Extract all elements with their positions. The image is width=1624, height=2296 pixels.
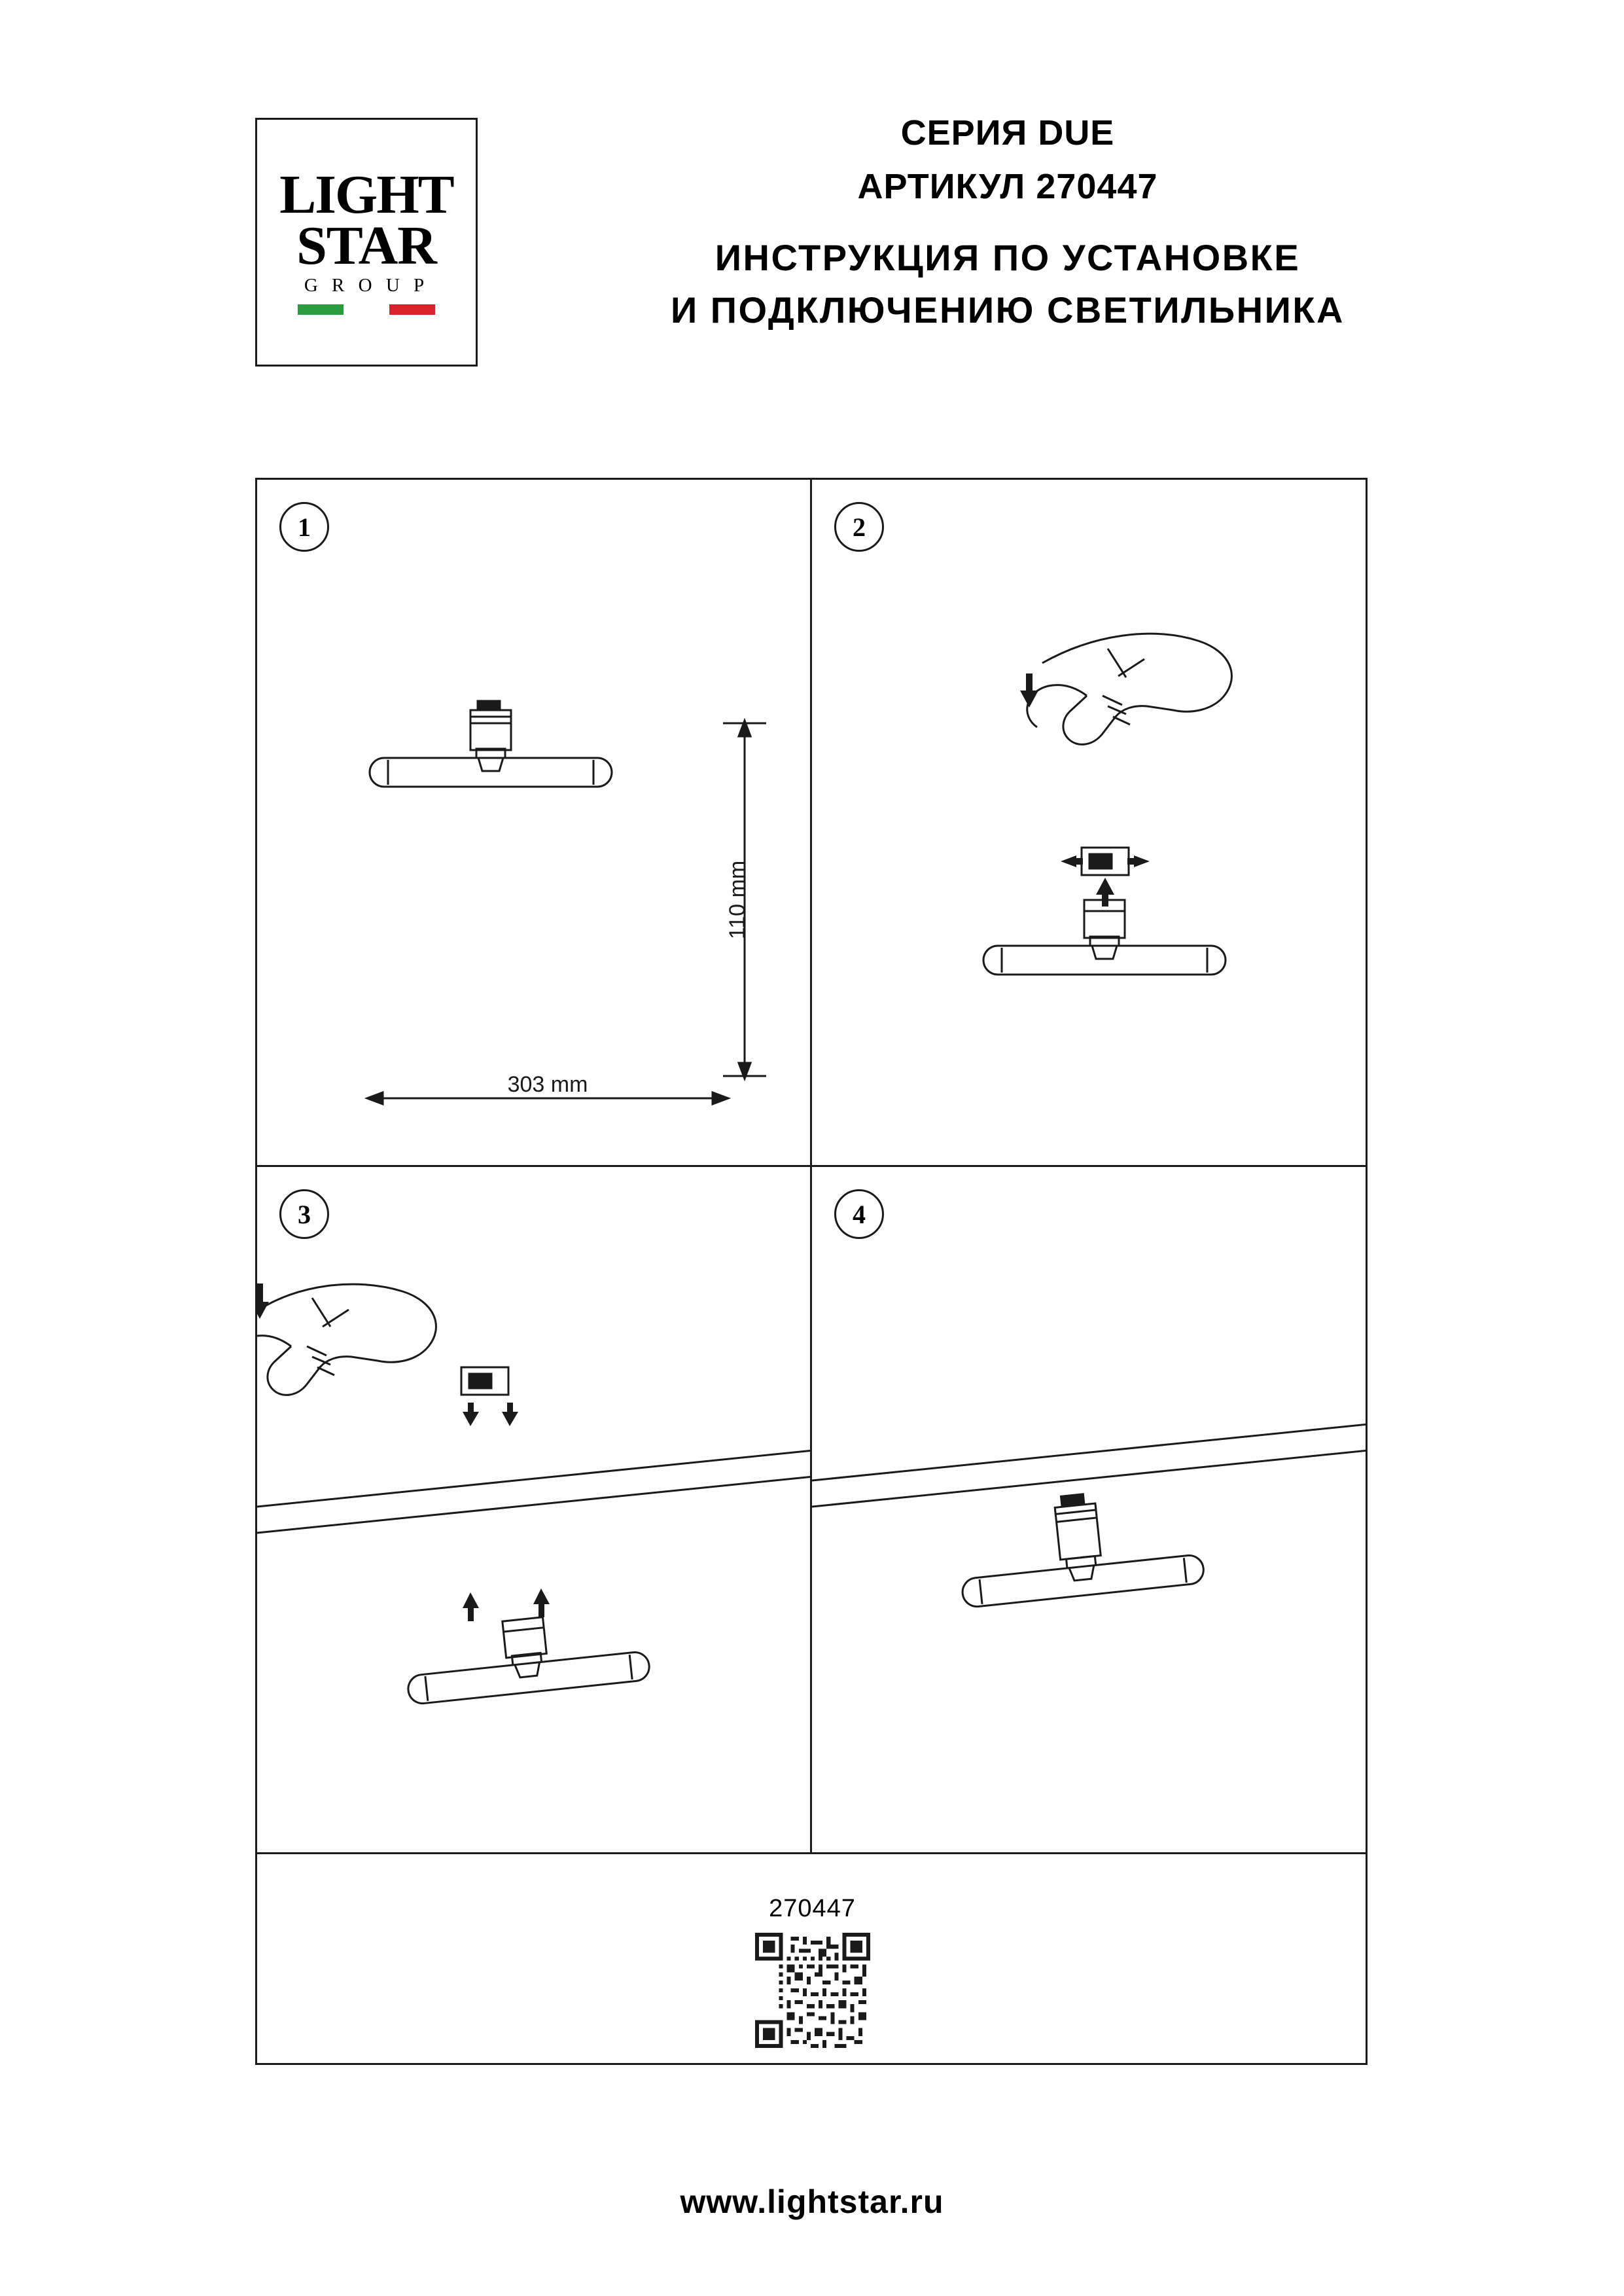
step-panel-3 (257, 1167, 812, 1854)
step-3-illustration (257, 1167, 812, 1854)
step-2-illustration (812, 480, 1368, 1167)
step-number-badge: 2 (834, 502, 884, 552)
logo-text-light: LIGHT (279, 164, 453, 225)
footer-code-panel (257, 1854, 1368, 2065)
step-number-badge: 4 (834, 1189, 884, 1239)
instruction-panel-grid (255, 478, 1368, 2065)
qr-code-icon (755, 1933, 870, 2048)
article-label: АРТИКУЛ 270447 (857, 166, 1158, 206)
page-header (0, 105, 1624, 406)
step-1-illustration (257, 480, 812, 1167)
dimension-height-label: 110 mm (725, 860, 750, 940)
header-text-block (537, 111, 1479, 334)
website-url: www.lightstar.ru (680, 2183, 944, 2220)
italian-flag-icon (298, 304, 435, 315)
series-label: СЕРИЯ DUE (900, 113, 1115, 152)
instruction-title-line2: И ПОДКЛЮЧЕНИЮ СВЕТИЛЬНИКА (670, 289, 1345, 331)
instruction-title-line1: ИНСТРУКЦИЯ ПО УСТАНОВКЕ (715, 237, 1301, 278)
step-panel-4 (812, 1167, 1368, 1854)
brand-logo (255, 118, 478, 367)
step-panel-2 (812, 480, 1368, 1167)
step-panel-1 (257, 480, 812, 1167)
product-code-label: 270447 (769, 1895, 856, 1922)
logo-text-star: STAR (296, 215, 436, 277)
step-4-illustration (812, 1167, 1368, 1854)
step-number-badge: 3 (279, 1189, 329, 1239)
dimension-width-label: 303 mm (507, 1072, 588, 1097)
logo-text-group: G R O U P (304, 275, 429, 296)
step-number-badge: 1 (279, 502, 329, 552)
